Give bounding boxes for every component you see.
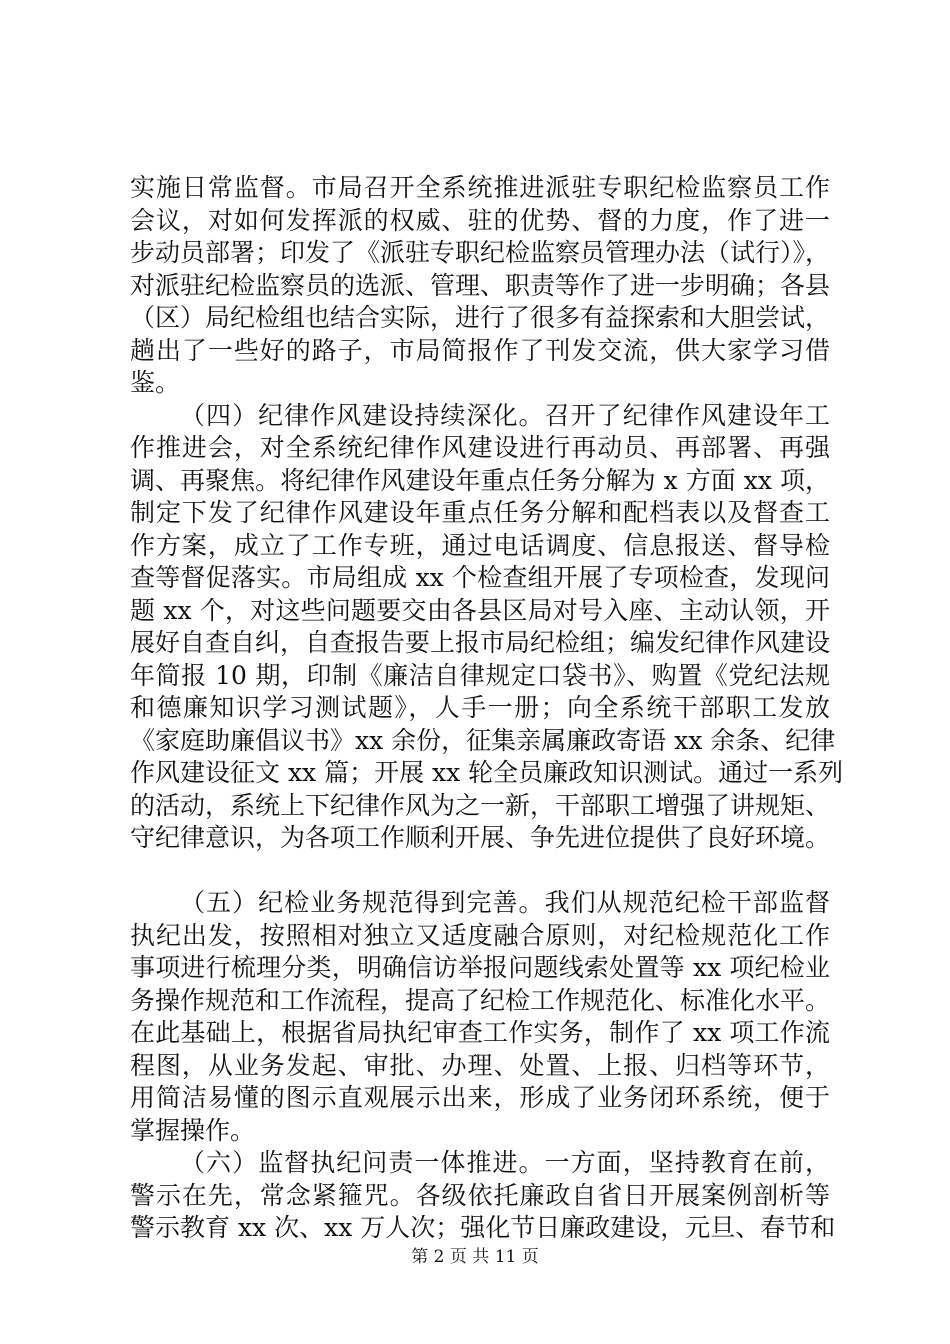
text-line: 警示在先，常念紧箍咒。各级依托廉政自省日开展案例剖析等: [130, 1180, 830, 1210]
text-line: 作风建设征文 xx 篇；开展 xx 轮全员廉政知识测试。通过一系列: [130, 758, 844, 787]
text-line: （区）局纪检组也结合实际，进行了很多有益探索和大胆尝试，: [130, 303, 831, 332]
blank-line: [130, 855, 830, 888]
paragraph-first-line: （六）监督执纪问责一体推进。一方面，坚持教育在前，: [180, 1148, 830, 1177]
text-line: 制定下发了纪律作风建设年重点任务分解和配档表以及督查工: [130, 498, 830, 527]
text-line: 事项进行梳理分类，明确信访举报问题线索处置等 xx 项纪检业: [130, 953, 830, 982]
document-body: [130, 172, 844, 1245]
text-line: 鉴。: [130, 368, 181, 397]
text-line: 用简洁易懂的图示直观展示出来，形成了业务闭环系统，便于: [130, 1083, 830, 1112]
text-line: 年简报 10 期，印制《廉洁自律规定口袋书》、购置《党纪法规: [130, 660, 830, 690]
text-line: 调、再聚焦。将纪律作风建设年重点任务分解为 x 方面 xx 项，: [130, 465, 830, 495]
text-line: 警示教育 xx 次、xx 万人次；强化节日廉政建设，元旦、春节和: [130, 1213, 836, 1242]
text-line: 展好自查自纠，自查报告要上报市局纪检组；编发纪律作风建设: [130, 628, 831, 657]
text-line: 执纪出发，按照相对独立又适度融合原则，对纪检规范化工作: [130, 920, 830, 950]
text-line: 题 xx 个，对这些问题要交由各县区局对号入座、主动认领，开: [130, 595, 830, 625]
text-line: 查等督促落实。市局组成 xx 个检查组开展了专项检查，发现问: [130, 563, 830, 592]
text-line: 对派驻纪检监察员的选派、管理、职责等作了进一步明确；各县: [130, 270, 831, 300]
text-line: 守纪律意识，为各项工作顺利开展、争先进位提供了良好环境。: [130, 823, 831, 852]
text-line: 程图，从业务发起、审批、办理、处置、上报、归档等环节，: [130, 1050, 830, 1080]
paragraph-first-line: （四）纪律作风建设持续深化。召开了纪律作风建设年工: [180, 400, 830, 430]
paragraph-first-line: （五）纪检业务规范得到完善。我们从规范纪检干部监督: [180, 888, 830, 917]
text-line: 和德廉知识学习测试题》，人手一册；向全系统干部职工发放: [130, 693, 830, 722]
text-line: 《家庭助廉倡议书》xx 余份，征集亲属廉政寄语 xx 余条、纪律: [130, 725, 836, 755]
text-line: 掌握操作。: [130, 1115, 256, 1145]
text-line: 作推进会，对全系统纪律作风建设进行再动员、再部署、再强: [130, 433, 830, 462]
text-line: 在此基础上，根据省局执纪审查工作实务，制作了 xx 项工作流: [130, 1018, 830, 1047]
page-footer: 第 2 页 共 11 页: [411, 1247, 539, 1267]
text-line: 务操作规范和工作流程，提高了纪检工作规范化、标准化水平。: [130, 985, 831, 1015]
text-line: 作方案，成立了工作专班，通过电话调度、信息报送、督导检: [130, 530, 830, 560]
text-line: 步动员部署；印发了《派驻专职纪检监察员管理办法（试行）》，: [130, 238, 831, 267]
text-line: 会议，对如何发挥派的权威、驻的优势、督的力度，作了进一: [130, 205, 830, 235]
text-line: 实施日常监督。市局召开全系统推进派驻专职纪检监察员工作: [130, 173, 830, 202]
text-line: 的活动，系统上下纪律作风为之一新，干部职工增强了讲规矩、: [130, 790, 831, 820]
text-line: 趟出了一些好的路子，市局简报作了刊发交流，供大家学习借: [130, 335, 830, 365]
